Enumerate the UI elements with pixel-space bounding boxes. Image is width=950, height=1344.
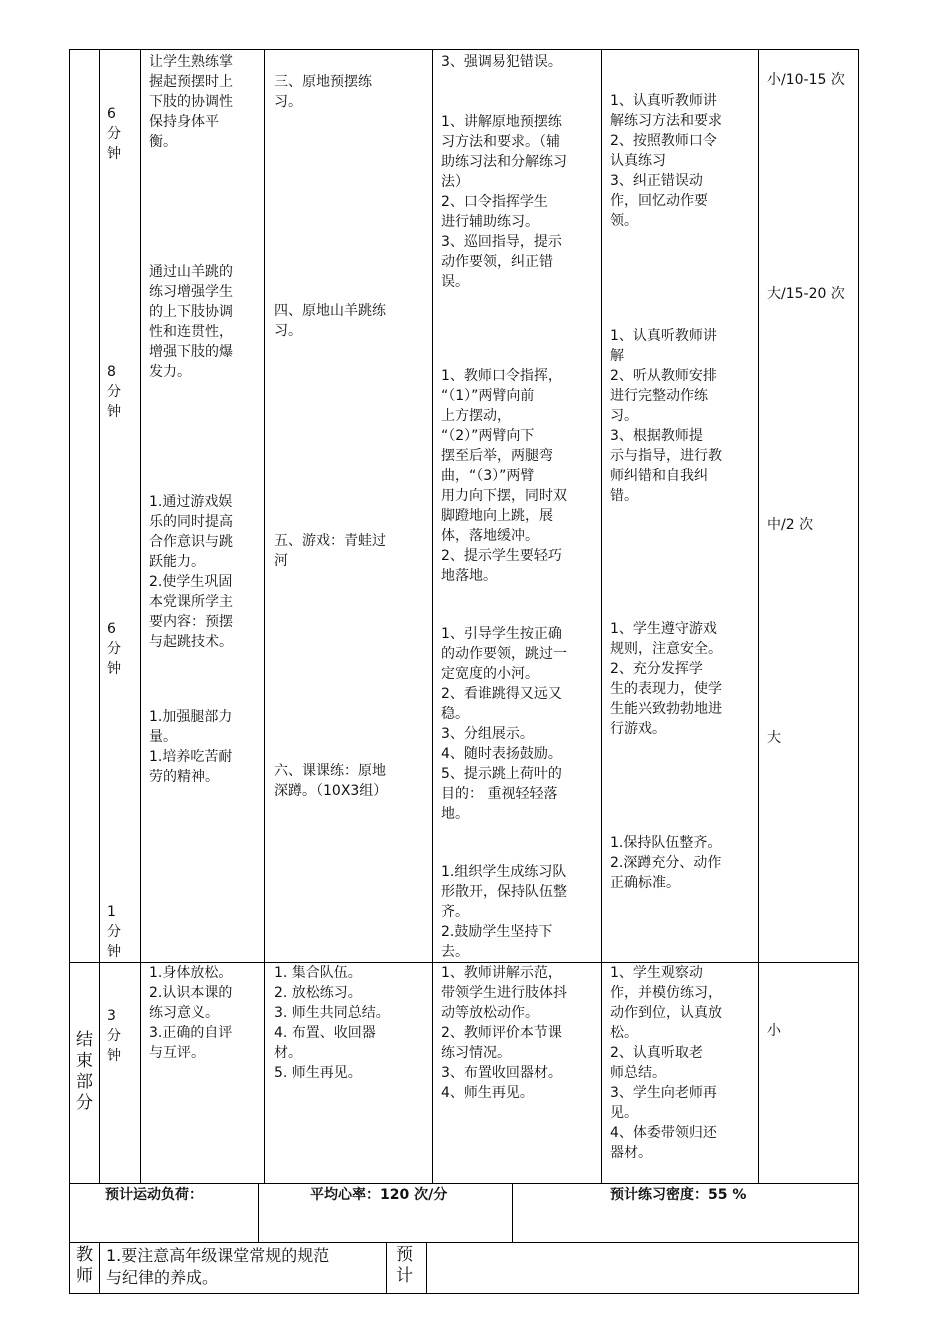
goal-drill: 1.加强腿部力 量。 1.培养吃苦耐 劳的精神。 bbox=[149, 709, 233, 785]
ending-goal: 1.身体放松。 2.认识本课的 练习意义。 3.正确的自评 与互评。 bbox=[149, 965, 233, 1061]
content-practice-1: 三、原地预摆练 习。 bbox=[274, 74, 372, 110]
time-practice-1: 6 分 钟 bbox=[107, 106, 121, 162]
goal-game: 1.通过游戏娱 乐的同时提高 合作意识与跳 跃能力。 2.使学生巩固 本党课所学主 要内容：预摆 与起跳技术。 bbox=[149, 494, 233, 650]
exercise-load-label: 预计运动负荷： bbox=[105, 1187, 203, 1203]
teacher-drill: 1.组织学生成练习队 形散开，保持队伍整 齐。 2.鼓励学生坚持下 去。 bbox=[441, 864, 567, 960]
teacher-notes-label: 教 师 bbox=[76, 1245, 93, 1286]
time-drill: 1 分 钟 bbox=[107, 904, 121, 960]
teacher-game: 1、引导学生按正确 的动作要领，跳过一 定宽度的小河。 2、看谁跳得又远又 稳。 3、分组展示。 4、随时表扬鼓励。 5、提示跳上荷叶的 目的： 重视轻轻落 地。 bbox=[441, 626, 567, 822]
section-ending-label: 结 束 部 分 bbox=[76, 1030, 93, 1113]
ending-time: 3 分 钟 bbox=[107, 1008, 121, 1064]
content-drill: 六、课课练：原地 深蹲。（10X3组） bbox=[274, 763, 388, 799]
time-practice-2: 8 分 钟 bbox=[107, 364, 121, 420]
teacher-notes: 1.要注意高年级课堂常规的规范 与纪律的养成。 bbox=[106, 1246, 330, 1287]
goal-practice-1: 让学生熟练掌 握起预摆时上 下肢的协调性 保持身体平 衡。 bbox=[149, 54, 233, 150]
heart-rate: 平均心率：120 次/分 bbox=[310, 1187, 448, 1203]
ending-content: 1. 集合队伍。 2. 放松练习。 3. 师生共同总结。 4. 布置、收回器 材。 5. 师生再见。 bbox=[274, 965, 390, 1081]
student-practice-2: 1、认真听教师讲 解 2、听从教师安排 进行完整动作练 习。 3、根据教师提 示与指导，进行教 师纠错和自我纠 错。 bbox=[610, 328, 722, 504]
ending-load: 小 bbox=[767, 1023, 781, 1039]
load-drill: 大 bbox=[767, 730, 781, 746]
student-drill: 1.保持队伍整齐。 2.深蹲充分、动作 正确标准。 bbox=[610, 835, 722, 891]
load-game: 中/2 次 bbox=[767, 517, 814, 533]
load-practice-2: 大/15-20 次 bbox=[767, 286, 845, 302]
expected-label: 预 计 bbox=[396, 1245, 413, 1286]
content-game: 五、游戏：青蛙过 河 bbox=[274, 533, 386, 569]
time-game: 6 分 钟 bbox=[107, 621, 121, 677]
goal-practice-2: 通过山羊跳的 练习增强学生 的上下肢协调 性和连贯性， 增强下肢的爆 发力。 bbox=[149, 264, 233, 380]
student-game: 1、学生遵守游戏 规则，注意安全。 2、充分发挥学 生的表现力，使学 生能兴致勃勃地进 行游戏。 bbox=[610, 621, 722, 737]
ending-teacher: 1、教师讲解示范， 带领学生进行肢体抖 动等放松动作。 2、教师评价本节课 练习情况。 3、布置收回器材。 4、师生再见。 bbox=[441, 965, 567, 1101]
ending-student: 1、学生观察动 作，并模仿练习， 动作到位，认真放 松。 2、认真听取老 师总结。 3、学生向老师再 见。 4、体委带领归还 器材。 bbox=[610, 965, 722, 1161]
student-practice-1: 1、认真听教师讲 解练习方法和要求 2、按照教师口令 认真练习 3、纠正错误动 作，回忆动作要 领。 bbox=[610, 93, 722, 229]
teacher-errors: 3、强调易犯错误。 bbox=[441, 54, 562, 70]
practice-density: 预计练习密度：55 % bbox=[610, 1187, 747, 1203]
load-practice-1: 小/10-15 次 bbox=[767, 72, 845, 88]
teacher-practice-1: 1、讲解原地预摆练 习方法和要求。（辅 助练习法和分解练习 法） 2、口令指挥学生 进行辅助练习。 3、巡回指导，提示 动作要领，纠正错 误。 bbox=[441, 114, 567, 290]
content-practice-2: 四、原地山羊跳练 习。 bbox=[274, 303, 386, 339]
teacher-practice-2: 1、教师口令指挥， “（1）”两臂向前 上方摆动， “（2）”两臂向下 摆至后举，两腿弯 曲，“（3）”两臂 用力向下摆，同时双 脚蹬地向上跳，展 体，落地缓冲。 2、提示学生要轻巧 地落地。 bbox=[441, 368, 567, 584]
